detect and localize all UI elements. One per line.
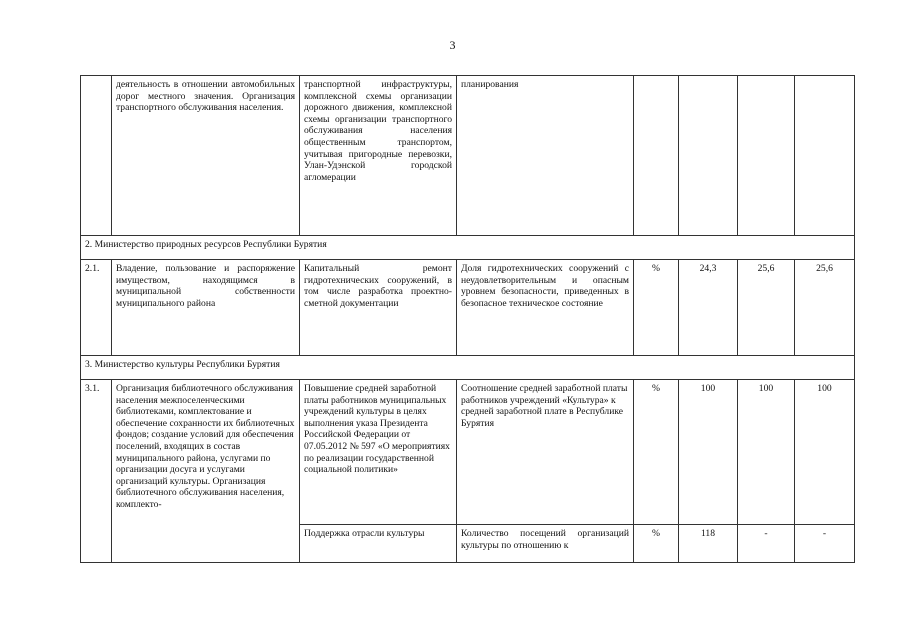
cell-event: транспортной инфраструктуры, комплексной схемы организации дорожного движения, комплексной схемы организации транспортного обслуживания населения общественным транспортом, учитывая пригородные перевозки, Улан-Удэнской городской агломерации: [300, 76, 457, 236]
cell-number: 2.1.: [81, 260, 112, 356]
cell-unit: %: [634, 260, 679, 356]
cell-event: Капитальный ремонт гидротехнических сооружений, в том числе разработка проектно-сметной документации: [300, 260, 457, 356]
cell-value-1: [679, 76, 738, 236]
cell-number: 3.1.: [81, 380, 112, 563]
section-row: [81, 236, 855, 260]
cell-value-1: 118: [679, 525, 738, 563]
cell-indicator: Соотношение средней заработной платы работников учреждений «Культура» к средней заработной плате в Республике Бурятия: [457, 380, 634, 525]
cell-event: Повышение средней заработной платы работников муниципальных учреждений культуры в целях выполнения указа Президента Российской Федерации от 07.05.2012 № 597 «О мероприятиях по реализации государственной социальной политики»: [300, 380, 457, 525]
table-row: [81, 380, 855, 525]
cell-indicator: Доля гидротехнических сооружений с неудовлетворительным и опасным уровнем безопасности, приведенных в безопасное техническое состояние: [457, 260, 634, 356]
cell-value-3: -: [795, 525, 855, 563]
cell-activity: Владение, пользование и распоряжение имуществом, находящимся в муниципальной собственности муниципального района: [112, 260, 300, 356]
section-title-2: 2. Министерство природных ресурсов Республики Бурятия: [81, 236, 855, 260]
cell-unit: %: [634, 525, 679, 563]
cell-indicator: планирования: [457, 76, 634, 236]
cell-activity: деятельность в отношении автомобильных дорог местного значения. Организация транспортного обслуживания населения.: [112, 76, 300, 236]
section-row: [81, 356, 855, 380]
page-number: 3: [449, 38, 456, 52]
cell-value-3: [795, 76, 855, 236]
cell-unit: [634, 76, 679, 236]
cell-indicator: Количество посещений организаций культуры по отношению к: [457, 525, 634, 563]
cell-event: Поддержка отрасли культуры: [300, 525, 457, 563]
cell-value-1: 100: [679, 380, 738, 525]
cell-unit: %: [634, 380, 679, 525]
cell-value-1: 24,3: [679, 260, 738, 356]
section-title-3: 3. Министерство культуры Республики Бурятия: [81, 356, 855, 380]
table-row: [81, 260, 855, 356]
indicators-table: [80, 75, 855, 563]
table-row-continuation: [81, 76, 855, 236]
cell-value-2: -: [738, 525, 795, 563]
cell-value-3: 25,6: [795, 260, 855, 356]
cell-number: [81, 76, 112, 236]
cell-value-2: 25,6: [738, 260, 795, 356]
cell-value-2: [738, 76, 795, 236]
cell-activity: Организация библиотечного обслуживания населения межпоселенческими библиотеками, комплектование и обеспечение сохранности их библиотечных фондов; создание условий для обеспечения поселений, входящих в состав муниципального района, услугами по организации досуга и услугами организаций культуры. Организация библиотечного обслуживания населения, комплекто-: [112, 380, 300, 563]
cell-value-2: 100: [738, 380, 795, 525]
cell-value-3: 100: [795, 380, 855, 525]
